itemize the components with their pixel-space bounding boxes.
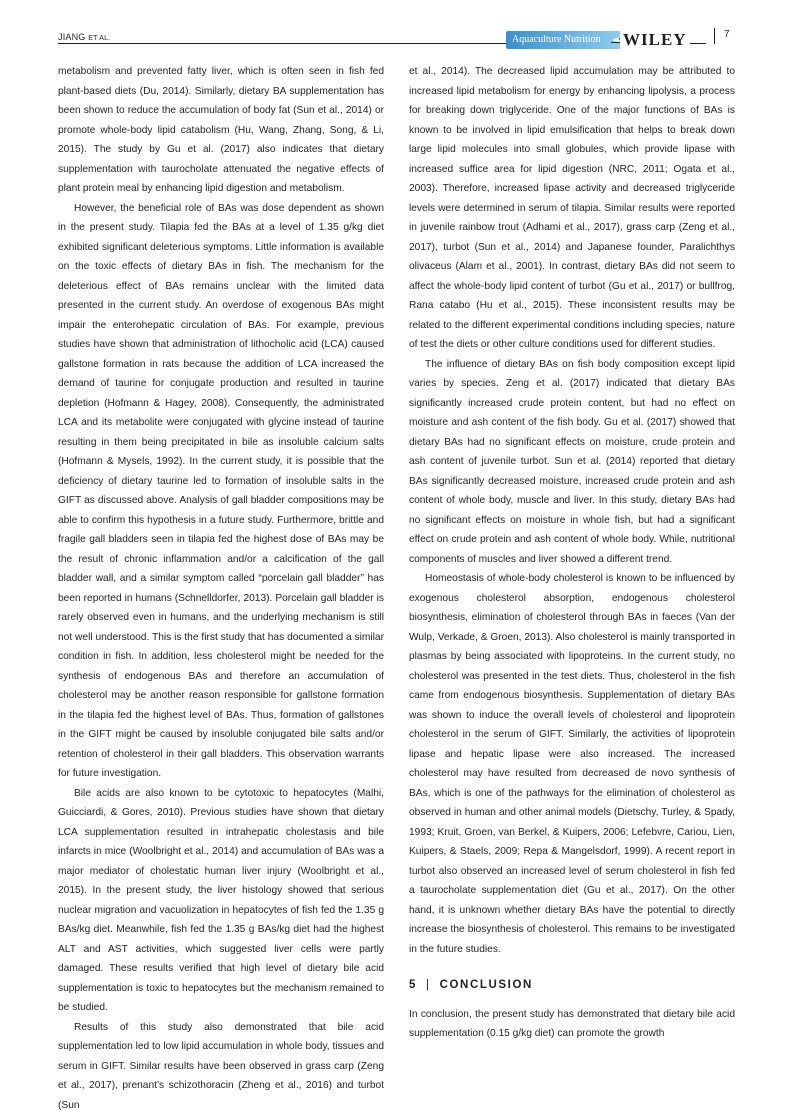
header-separator (714, 28, 715, 44)
right-paragraph-2: The influence of dietary BAs on fish body composition except lipid varies by species. Zeng et al. (2017) indicated that dietary BAs significantly increased crude protein content, but had no effect on moisture and ash content of the fish body. Gu et al. (2017) showed that dietary BAs had no significant effects on moisture, crude protein and ash content of juvenile turbot. Sun et al. (2014) reported that dietary BAs significantly decreased moisture, increased crude protein and ash content of whole body, muscle and liver. In this study, dietary BAs had no significant effects on moisture in whole fish, but had a significant effect on crude protein and ash content of whole body. While, nutritional components of muscles and liver showed a different trend. (409, 355, 735, 570)
right-paragraph-1: et al., 2014). The decreased lipid accumulation may be attributed to increased lipid metabolism for energy by enhancing lipolysis, a process for breaking down triglyceride. One of the major functions of BAs is known to be involved in lipid emulsification that helps to break down large lipid molecules into small globules, which provide lipase with increased suffice area for lipid digestion (NRC, 2011; Ogata et al., 2003). Therefore, increased lipase activity and decreased triglyceride levels were determined in serum of tilapia. Similar results were reported in juvenile rainbow trout (Adhami et al., 2017), grass carp (Zeng et al., 2017), turbot (Sun et al., 2014) and Japanese founder, Paralichthys olivaceus (Alam et al., 2001). In contrast, dietary BAs did not seem to affect the whole‐body lipid content of turbot (Gu et al., 2017) or bullfrog, Rana catabo (Hu et al., 2015). These inconsistent results may be related to the different experimental conditions including species, nature of test the diets or other culture conditions used for different studies. (409, 62, 735, 355)
right-column (409, 62, 735, 1044)
author-name: JIANG (58, 32, 86, 42)
section-separator: | (426, 979, 431, 991)
left-paragraph-2: However, the beneficial role of BAs was dose dependent as shown in the present study. Tilapia fed the BAs at a level of 1.35 g/kg diet exhibited significant deleterious symptoms. Little information is available on the toxic effects of dietary BAs in fish. The mechanism for the deleterious effect of BAs remains unclear with the limited data presented in the current study. An overdose of exogenous BAs might impair the enterohepatic circulation of BAs. For example, previous studies have shown that administration of lithocholic acid (LCA) caused gallstone formation in rats because the addition of LCA increased the demand of taurine for conjugate production and resulted in taurine depletion (Hofmann & Hagey, 2008). Consequently, the administrated LCA and its metabolite were conjugated with glycine instead of taurine resulting in them being precipitated in bile as insoluble calcium salts (Hofmann & Mysels, 1992). In the current study, it is possible that the deficiency of dietary taurine led to formation of insoluble salts in the GIFT as discussed above. Analysis of gall bladder compositions may be able to confirm this hypothesis in a future study. Furthermore, brittle and fragile gall bladders seen in tilapia fed the highest dose of BAs may be the result of chronic inflammation and/or a calcification of the gall bladder wall, and a similar symptom called “porcelain gall bladder” has been reported in humans (Schnelldorfer, 2013). Porcelain gall bladder is rarely observed even in humans, and the underlying mechanism is still not well understood. This is the first study that has documented a similar condition in fish. In addition, less cholesterol might be needed for the synthesis of endogenous BAs and therefore an accumulation of cholesterol may be another reason responsible for gallstone formation in the tilapia fed the highest level of BAs. Thus, formation of gallstones in the GIFT might be caused by insoluble conjugated bile salts and/or retention of cholesterol in their gall bladders. This observation warrants for future investigation. (58, 199, 384, 784)
section-number: 5 (409, 979, 417, 991)
author-suffix: ET AL. (88, 35, 110, 42)
page-number: 7 (724, 29, 730, 40)
right-paragraph-4: In conclusion, the present study has demonstrated that dietary bile acid supplementation (0.15 g/kg diet) can promote the growth (409, 1005, 735, 1044)
right-paragraph-3: Homeostasis of whole‐body cholesterol is known to be influenced by exogenous cholesterol absorption, endogenous cholesterol biosynthesis, elimination of cholesterol through BAs in faeces (Van der Wulp, Verkade, & Groen, 2013). Also cholesterol is mainly transported in plasmas by being associated with lipoproteins. In the current study, no cholesterol was presented in the test diets. Thus, cholesterol in the fish came from endogenous biosynthesis. Supplementation of dietary BAs was shown to induce the overall levels of cholesterol and lipoprotein cholesterol in the serum of GIFT. Similarly, the activities of lipoprotein lipase and hepatic lipase were also increased. The increased cholesterol may have resulted from decreased de novo synthesis of BAs, which is one of the pathways for the elimination of cholesterol as observed in human and other animal models (Dietschy, Turley, & Spady, 1993; Kruit, Groen, van Berkel, & Kuipers, 2006; Lefebvre, Cariou, Lien, Kuipers, & Staels, 2009; Repa & Mangelsdorf, 1999). A recent report in turbot also observed an increased level of serum cholesterol in fish fed a taurocholate supplementation diet (Gu et al., 2017). On the other hand, it is unknown whether dietary BAs have the potential to directly increase the biosynthesis of cholesterol. This remains to be investigated in the future studies. (409, 569, 735, 959)
journal-name: Aquaculture Nutrition (512, 34, 601, 45)
left-column (58, 62, 384, 1115)
publisher-logo: WILEY (620, 30, 690, 50)
left-paragraph-1: metabolism and prevented fatty liver, which is often seen in fish fed plant‐based diets (Du, 2014). Similarly, dietary BA supplementation has been shown to reduce the accumulation of body fat (Sun et al., 2014) or promote whole‐body lipid catabolism (Hu, Wang, Zhang, Song, & Li, 2015). The study by Gu et al. (2017) also indicates that dietary supplementation with taurocholate attenuated the negative effects of plant protein meal by enhancing lipid digestion and metabolism. (58, 62, 384, 199)
section-title: CONCLUSION (440, 979, 533, 991)
left-paragraph-4: Results of this study also demonstrated that bile acid supplementation led to low lipid accumulation in whole body, tissues and serum in GIFT. Similar results have been observed in grass carp (Zeng et al., 2017), prenant’s schizothoracin (Zheng et al., 2016) and turbot (Sun (58, 1018, 384, 1115)
running-head-author (58, 32, 110, 42)
page-header (58, 0, 736, 48)
left-paragraph-3: Bile acids are also known to be cytotoxic to hepatocytes (Malhi, Guicciardi, & Gores, 2010). Previous studies have shown that dietary LCA supplementation resulted in intrahepatic cholestasis and bile infarcts in mice (Woolbright et al., 2014) and accumulation of BAs was a major mediator of cholestatic human liver injury (Woolbright et al., 2015). In the present study, the liver histology showed that serious nuclear migration and vacuolization in hepatocytes of fish fed the 1.35 g BAs/kg diet. Meanwhile, fish fed the 1.35 g BAs/kg diet had the highest ALT and AST activities, which suggested liver cells were partly damaged. These results verified that high level of dietary bile acid supplementation is toxic to hepatocytes but the mechanism remained to be studied. (58, 784, 384, 1018)
section-heading (409, 976, 735, 996)
